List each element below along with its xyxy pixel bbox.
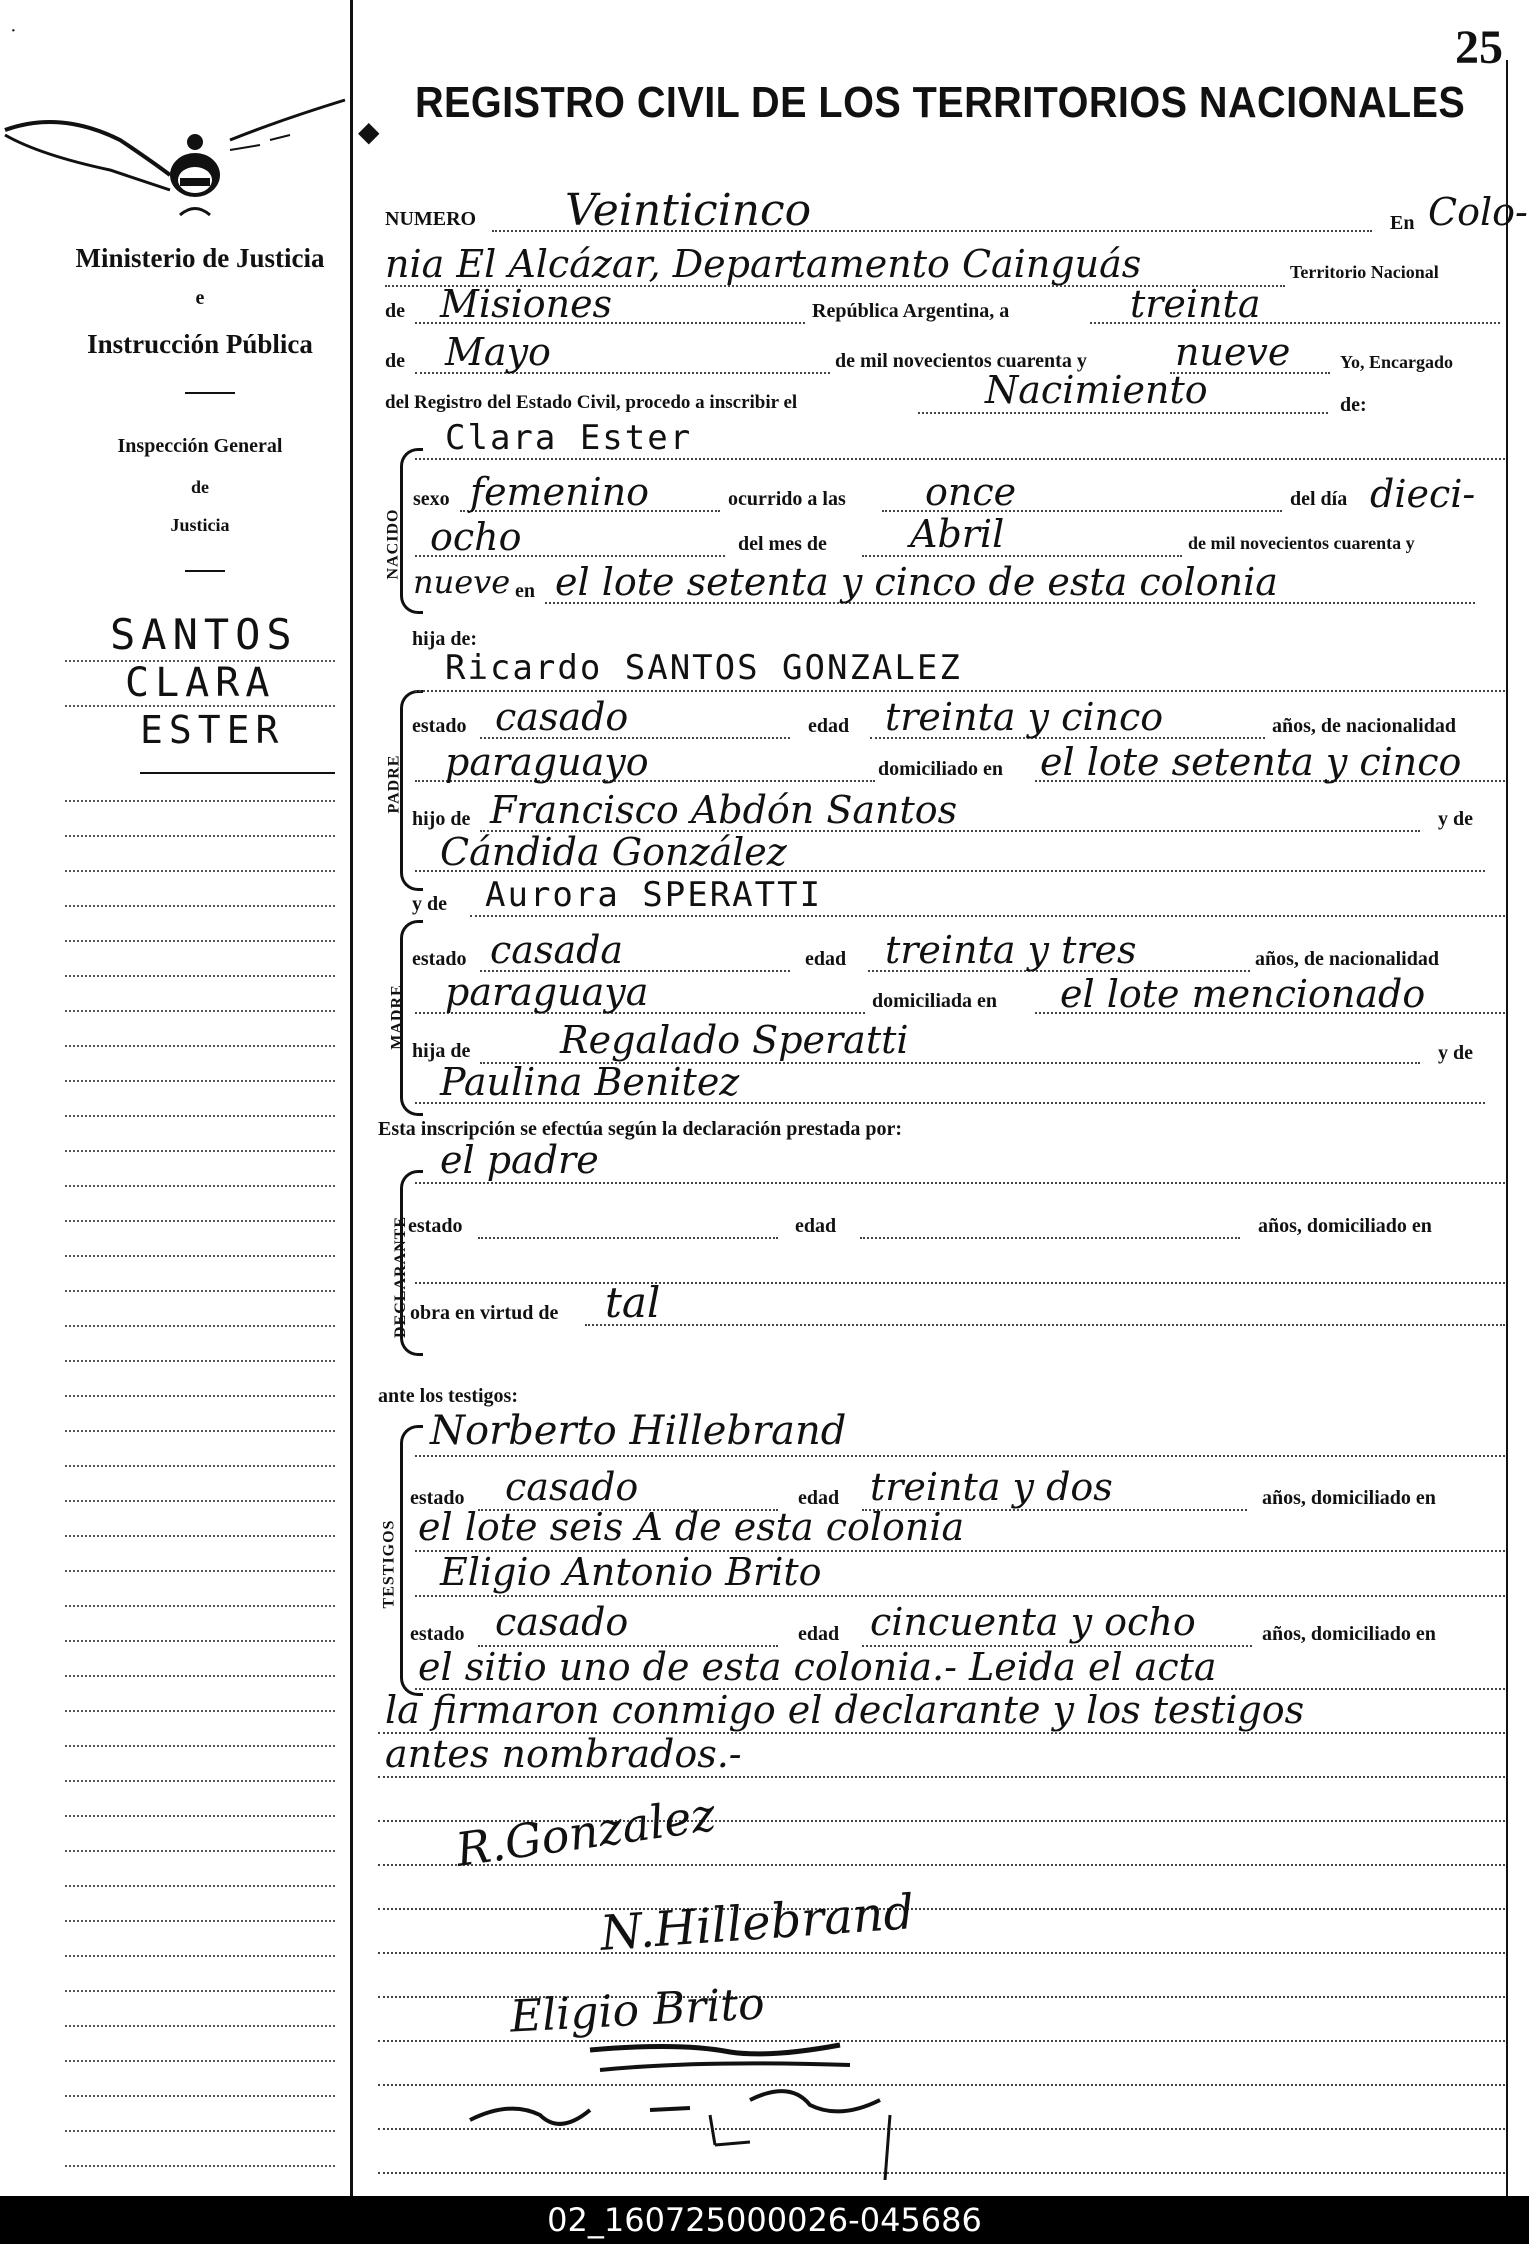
year-value: nueve [1175, 330, 1291, 374]
nacido-name: Clara Ester [445, 418, 693, 458]
sidebar-second-name: ESTER [140, 708, 285, 752]
de-label: de [385, 300, 405, 322]
closing-line2: antes nombrados.- [385, 1732, 742, 1776]
en-label-nacido: en [515, 580, 535, 602]
padre-mother-value: Cándida González [440, 830, 787, 874]
declarante-label: DECLARANTE [392, 1215, 410, 1339]
madre-domicilio-label: domiciliada en [872, 990, 998, 1012]
sidebar-rule [185, 570, 225, 572]
birth-year-label: de mil novecientos cuarenta y [1188, 533, 1415, 553]
declarante-edad-label: edad [795, 1215, 837, 1237]
year-label: de mil novecientos cuarenta y [835, 350, 1087, 372]
scan-margin-mark: · [10, 20, 17, 42]
madre-y-de-label2: y de [1438, 1042, 1473, 1064]
padre-edad-value: treinta y cinco [885, 695, 1164, 739]
padre-nacionalidad-label: años, de nacionalidad [1272, 715, 1456, 737]
madre-mother-value: Paulina Benitez [440, 1060, 740, 1104]
witness1-domicilio: el lote seis A de esta colonia [418, 1505, 965, 1549]
madre-estado-value: casada [490, 928, 624, 972]
de-colon-label: de: [1340, 394, 1367, 416]
witness1-estado-label: estado [410, 1487, 465, 1509]
witness2-domicilio-label: años, domiciliado en [1262, 1623, 1436, 1645]
declarante-estado-label: estado [408, 1215, 463, 1237]
page-title: REGISTRO CIVIL DE LOS TERRITORIOS NACIONALES [415, 78, 1466, 127]
yo-label: Yo, Encargado [1340, 352, 1454, 372]
signature-witness1: N.Hillebrand [598, 1884, 917, 1962]
bullet-mark: ◆ [358, 117, 380, 148]
declarante-domicilio-label: años, domiciliado en [1258, 1215, 1432, 1237]
inspection-line2: de [191, 477, 209, 497]
page-number: 25 [1455, 21, 1503, 74]
madre-father-value: Regalado Speratti [560, 1018, 909, 1062]
witness1-name: Norberto Hillebrand [430, 1408, 847, 1454]
numero-label: NUMERO [385, 208, 477, 230]
witness1-estado: casado [505, 1465, 639, 1509]
day-value: treinta [1130, 282, 1261, 326]
witness2-edad-label: edad [798, 1623, 840, 1645]
registro-label: del Registro del Estado Civil, procedo a inscribir el [385, 392, 798, 413]
witness1-edad-label: edad [798, 1487, 840, 1509]
madre-domicilio-value: el lote mencionado [1060, 972, 1426, 1016]
signature-witness2: Eligio Brito [508, 1978, 766, 2043]
signature-officer-icon [450, 2040, 970, 2190]
madre-label: MADRE [388, 984, 406, 1050]
testigos-label: TESTIGOS [380, 1519, 398, 1609]
sidebar-surname: SANTOS [110, 610, 298, 659]
day-value-start: dieci- [1370, 472, 1476, 516]
month-value: Mayo [445, 330, 551, 374]
sexo-value: femenino [470, 470, 650, 514]
del-dia-label: del día [1290, 488, 1348, 510]
obra-value: tal [605, 1278, 661, 1327]
birth-month-value: Abril [910, 512, 1005, 556]
madre-edad-value: treinta y tres [885, 928, 1137, 972]
padre-domicilio-label: domiciliado en [878, 758, 1004, 780]
page-right-edge [1506, 60, 1508, 2196]
witness1-edad: treinta y dos [870, 1465, 1113, 1509]
witness2-estado: casado [495, 1600, 629, 1644]
ocurrido-label: ocurrido a las [728, 488, 846, 510]
madre-hija-label: hija de [412, 1040, 471, 1062]
witness2-edad: cincuenta y ocho [870, 1600, 1196, 1644]
declarante-intro: Esta inscripción se efectúa según la declaración prestada por: [378, 1118, 903, 1140]
padre-domicilio-value: el lote setenta y cinco [1040, 740, 1462, 784]
madre-nacionalidad-value: paraguaya [445, 970, 649, 1014]
madre-estado-label: estado [412, 948, 467, 970]
territorio-value: Misiones [440, 282, 613, 326]
signature-declarante: R.Gonzalez [452, 1787, 719, 1877]
inspection-line3: Justicia [170, 515, 230, 535]
sexo-label: sexo [413, 488, 450, 510]
birth-year-value: nueve [413, 563, 511, 601]
ministry-line3: Instrucción Pública [87, 329, 313, 359]
witness2-domicilio: el sitio uno de esta colonia.- Leida el acta [418, 1645, 1217, 1689]
sidebar-line [65, 705, 335, 707]
mes-label: del mes de [738, 533, 827, 555]
de-label: de [385, 350, 405, 372]
image-caption-bar [0, 2196, 1529, 2244]
padre-name: Ricardo SANTOS GONZALEZ [445, 648, 962, 688]
testigos-intro: ante los testigos: [378, 1385, 518, 1407]
image-caption: 02_160725000026-045686 [547, 2201, 982, 2239]
sidebar-rule [185, 392, 235, 394]
en-value: Colo- [1428, 190, 1528, 234]
madre-nacionalidad-label: años, de nacionalidad [1255, 948, 1439, 970]
witness2-name: Eligio Antonio Brito [440, 1550, 822, 1594]
madre-y-de-label: y de [412, 893, 447, 915]
padre-hijo-label: hijo de [412, 808, 471, 830]
padre-estado-value: casado [495, 695, 629, 739]
witness2-estado-label: estado [410, 1623, 465, 1645]
act-value: Nacimiento [985, 368, 1208, 412]
day-value-end: ocho [430, 515, 522, 559]
nacido-label: NACIDO [384, 508, 402, 580]
colonia-value: nia El Alcázar, Departamento Cainguás [385, 242, 1142, 286]
padre-label: PADRE [385, 754, 403, 814]
republica-label: República Argentina, a [812, 300, 1010, 322]
padre-y-de-label: y de [1438, 808, 1473, 830]
en-label: En [1390, 212, 1415, 234]
obra-label: obra en virtud de [410, 1302, 559, 1324]
sidebar-first-name: CLARA [125, 660, 276, 706]
padre-father-value: Francisco Abdón Santos [490, 788, 958, 832]
padre-edad-label: edad [808, 715, 850, 737]
hour-value: once [925, 470, 1017, 514]
sidebar-solid-rule [140, 772, 335, 774]
madre-edad-label: edad [805, 948, 847, 970]
ministry-line2: e [195, 287, 205, 309]
declarante-name: el padre [440, 1138, 599, 1182]
padre-estado-label: estado [412, 715, 467, 737]
page-divider [350, 0, 353, 2196]
madre-name: Aurora SPERATTI [485, 875, 823, 915]
inspection-line1: Inspección General [117, 435, 283, 457]
ministry-line1: Ministerio de Justicia [75, 243, 325, 273]
closing-line1: la firmaron conmigo el declarante y los testigos [385, 1688, 1305, 1732]
birth-place-value: el lote setenta y cinco de esta colonia [555, 560, 1278, 604]
padre-nacionalidad-value: paraguayo [445, 740, 649, 784]
numero-value: Veinticinco [565, 185, 812, 236]
hija-de-label: hija de: [412, 628, 477, 650]
sidebar-line [65, 660, 335, 662]
coat-of-arms-icon [0, 80, 350, 230]
witness1-domicilio-label: años, domiciliado en [1262, 1487, 1436, 1509]
territorio-label: Territorio Nacional [1290, 262, 1439, 282]
